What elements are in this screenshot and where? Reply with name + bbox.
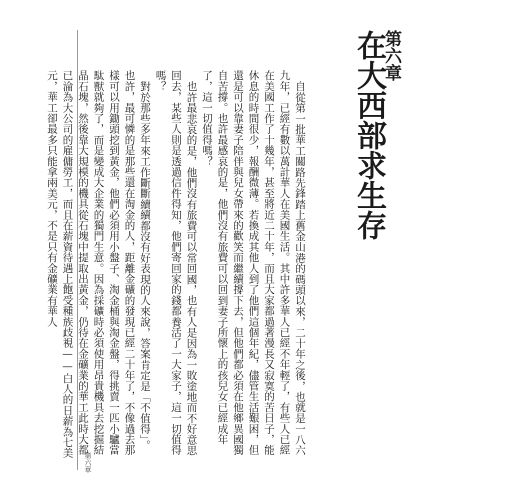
- body-text: [44, 70, 308, 460]
- paragraph-3: 對於那些多年來工作斷斷續續都沒有好表現的人來說，答案肯定是「不值得」。也許，最可憐的是那些還在淘金的人，距離金礦的發現已經二十年了，不像過去那樣可以用鋤頭挖到黃金，他們必須用小盤子、淘金桶與淘金盤，得挑賣一匹小驢當駄獸就夠了，而是變成大企業的獨門生意。因為採礦時必須使用昂貴機具去挖掘結晶石塊，然後靠大規模的機具從石塊中提取出黃金，仍待在金礦業的華工此時大都已淪為大公司的雇傭勞工，而且在薪資待遇上飽受種族歧視——白人的日薪為七美元，華工卻最多只能拿兩美元，不是只有金礦業有華人: [46, 70, 151, 459]
- running-footer: 第六章: [84, 452, 92, 473]
- chapter-title: 在大西部求生存: [351, 30, 386, 240]
- chapter-number: 第六章: [381, 30, 401, 81]
- paragraph-2: 也許最悲哀的是，他們沒有旅費可以常回國，也有人是因為一敗塗地而不好意思回去，某些人則是透過信件得知，他們寄回家的錢都養活了一大家子，這一切值得嗎？: [154, 70, 198, 456]
- paragraph-1: 自從第一批華工關路先鋒踏上舊金山港的碼頭以來，二十年之後，也就是一八六九年，已經有數以萬計華人在美國生活。其中許多華人已經不年輕了，有些人已經在美國工作了十幾年，甚至將近二十年，而且大家都過著漫長又寂寞的苦日子，能休息的時間很少，報酬微薄。若換成其他人到了他們這個年紀，儘管生活艱困，但還是可以靠妻子陪伴與兒女帶來的歡笑而繼續撐下去，但他們都必須在他鄉異國獨自苦撐。也許最感哀的是，他們沒有旅費可以回到妻子所懷上的孩兒女已經成年了，這一切值得嗎？: [201, 70, 306, 456]
